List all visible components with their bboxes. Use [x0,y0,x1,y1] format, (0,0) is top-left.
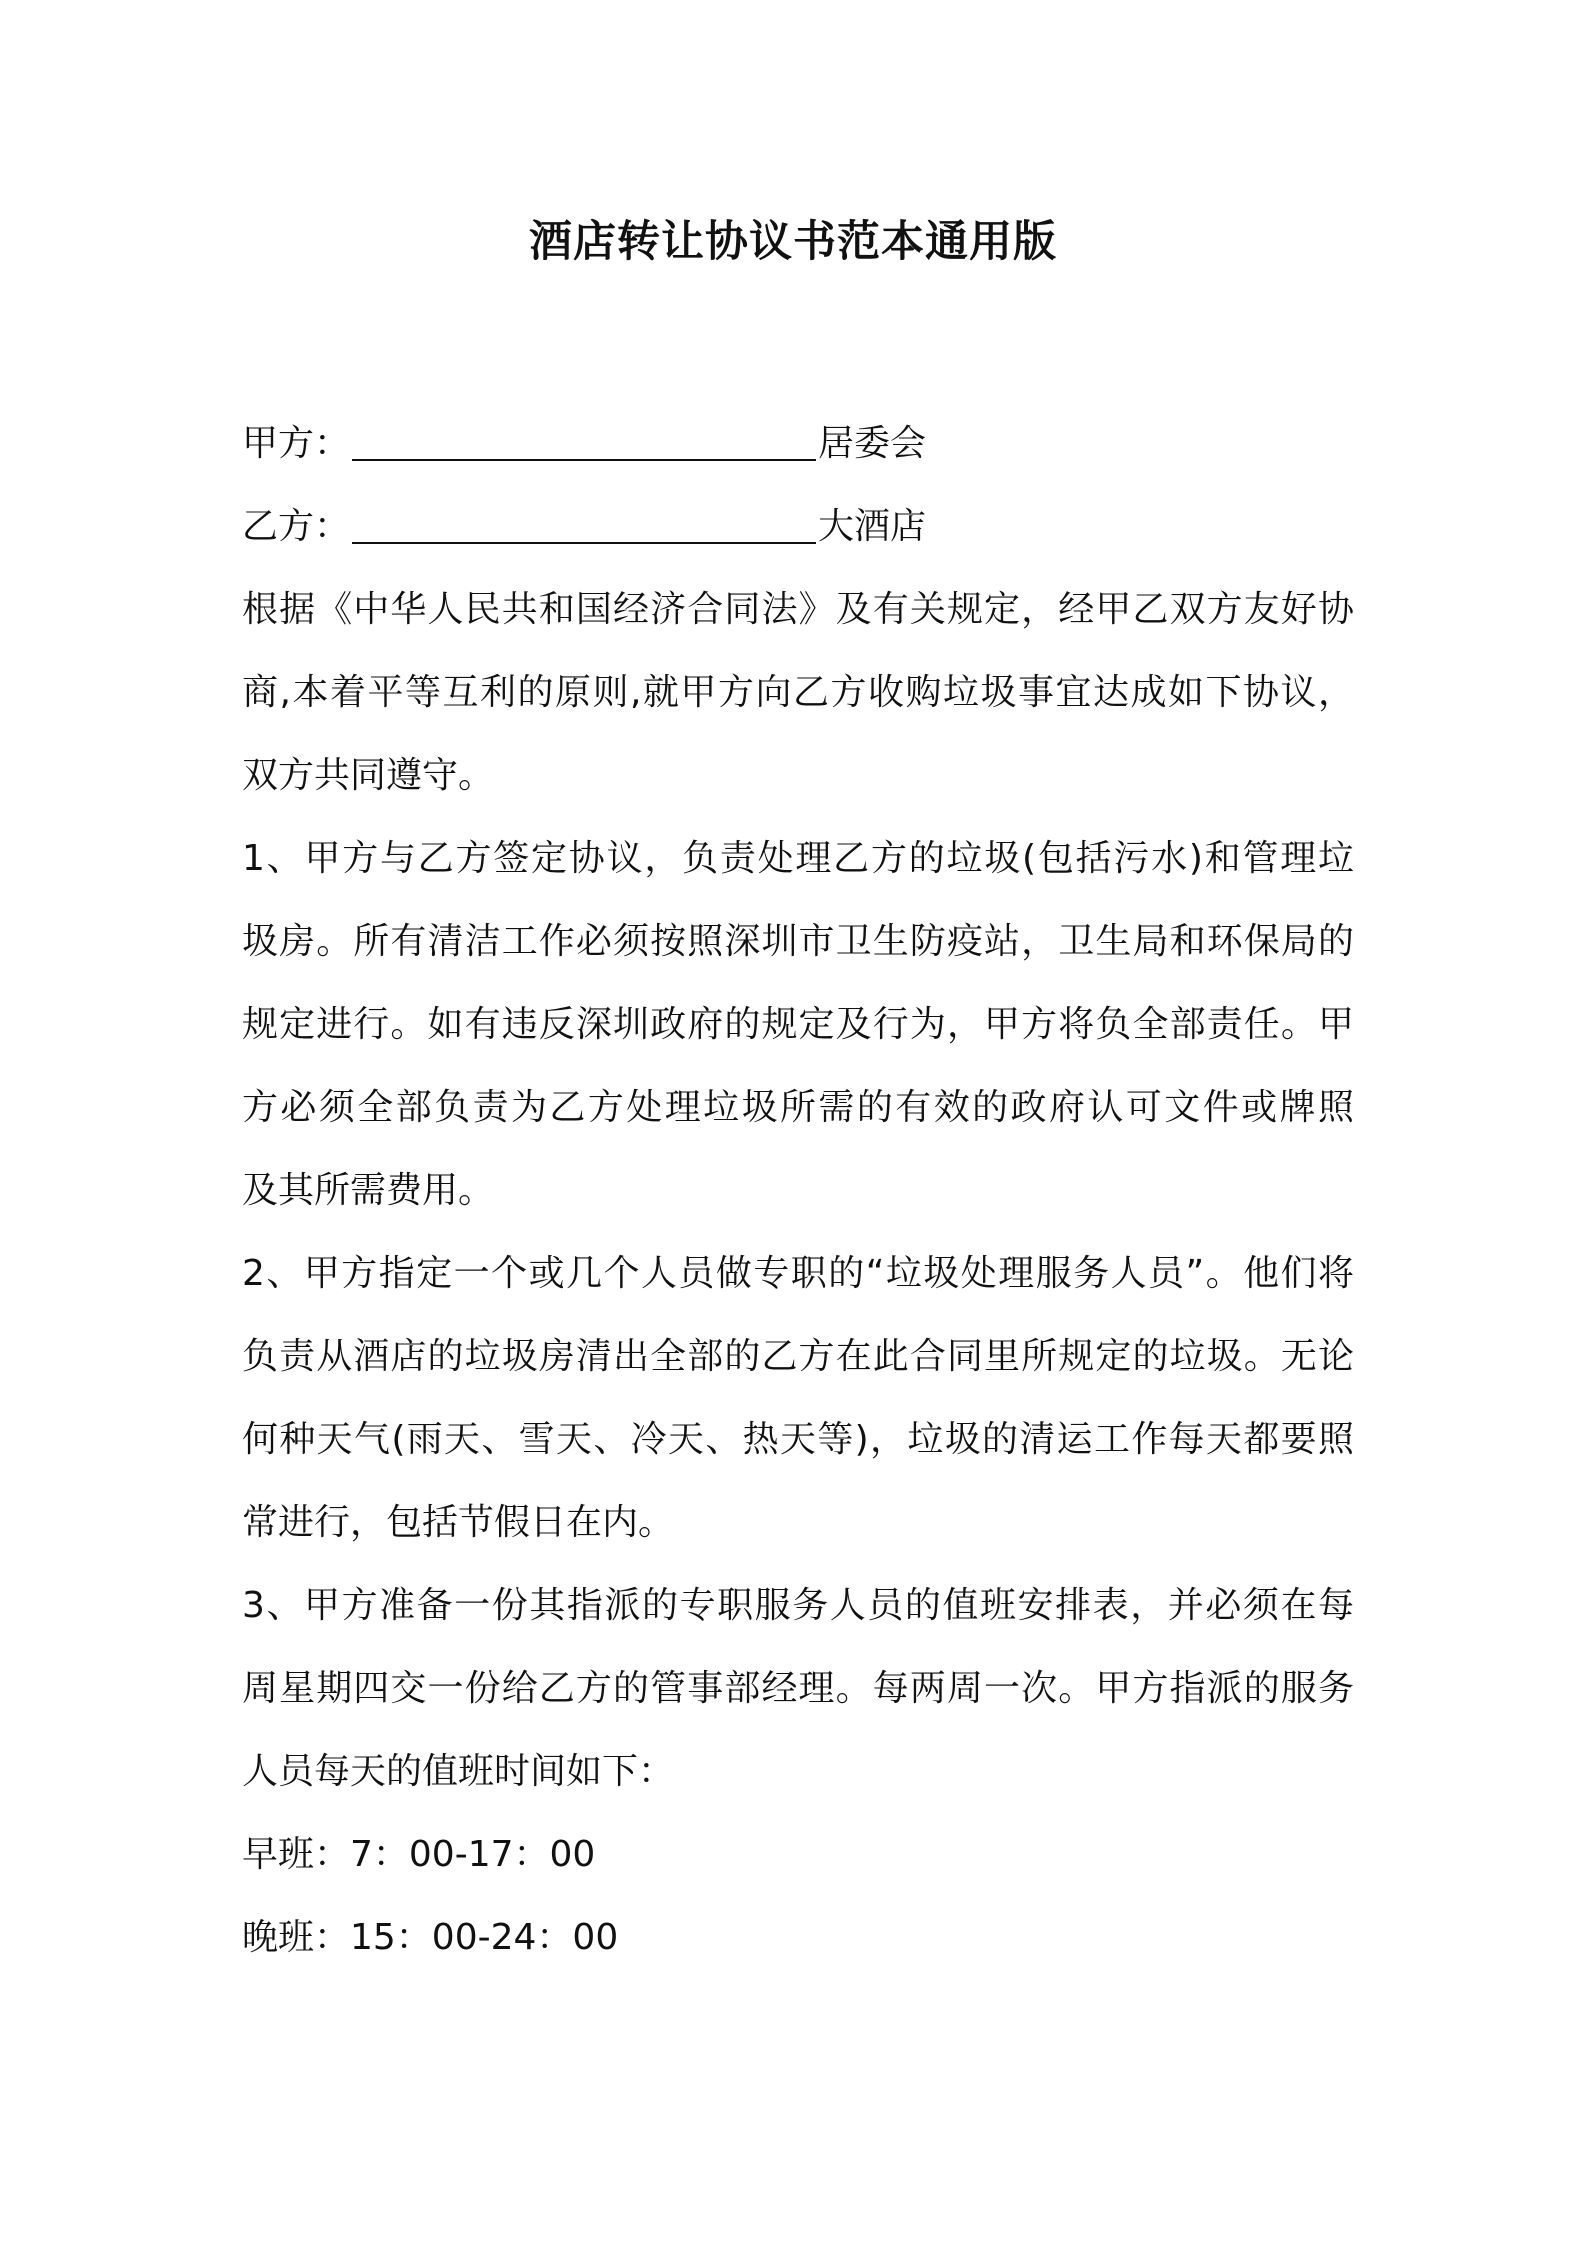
clause-2-line: 何种天气(雨天、雪天、冷天、热天等)，垃圾的清运工作每天都要照 [242,1419,1354,1460]
intro-line: 商,本着平等互利的原则,就甲方向乙方收购垃圾事宜达成如下协议， [242,672,1354,713]
clause-3-line: 周星期四交一份给乙方的管事部经理。每两周一次。甲方指派的服务 [242,1668,1354,1709]
party-a-label: 甲方： [242,423,351,464]
clause-1-line: 圾房。所有清洁工作必须按照深圳市卫生防疫站，卫生局和环保局的 [242,921,1354,962]
clause-2-line: 2、甲方指定一个或几个人员做专职的“垃圾处理服务人员”。他们将 [242,1253,1354,1294]
party-b-blank-underline [352,542,816,544]
shift-morning: 早班：7：00-17：00 [242,1834,596,1875]
party-a-line [242,402,1354,485]
intro-line: 双方共同遵守。 [242,755,495,796]
party-a-blank-underline [352,459,816,461]
clause-2-paragraph [242,1232,1354,1564]
party-b-name: 大酒店 [818,506,927,547]
shift-evening: 晚班：15：00-24：00 [242,1917,619,1958]
clause-3-line: 人员每天的值班时间如下： [242,1751,675,1792]
party-a-name: 居委会 [818,423,927,464]
intro-line: 根据《中华人民共和国经济合同法》及有关规定，经甲乙双方友好协 [242,589,1354,630]
clause-2-line: 负责从酒店的垃圾房清出全部的乙方在此合同里所规定的垃圾。无论 [242,1336,1354,1377]
document-body [242,402,1354,1979]
clause-1-line: 1、甲方与乙方签定协议，负责处理乙方的垃圾(包括污水)和管理垃 [242,838,1354,879]
party-b-label: 乙方： [242,506,351,547]
clause-1-paragraph [242,817,1354,1232]
party-b-line [242,485,1354,568]
clause-1-line: 及其所需费用。 [242,1170,495,1211]
document-title: 酒店转让协议书范本通用版 [529,217,1057,267]
intro-paragraph [242,568,1354,817]
clause-2-line: 常进行，包括节假日在内。 [242,1502,675,1543]
clause-3-line: 3、甲方准备一份其指派的专职服务人员的值班安排表，并必须在每 [242,1585,1354,1626]
shift-schedule [242,1813,1354,1979]
clause-3-paragraph [242,1564,1354,1813]
clause-1-line: 规定进行。如有违反深圳政府的规定及行为，甲方将负全部责任。甲 [242,1004,1354,1045]
clause-1-line: 方必须全部负责为乙方处理垃圾所需的有效的政府认可文件或牌照 [242,1087,1354,1128]
